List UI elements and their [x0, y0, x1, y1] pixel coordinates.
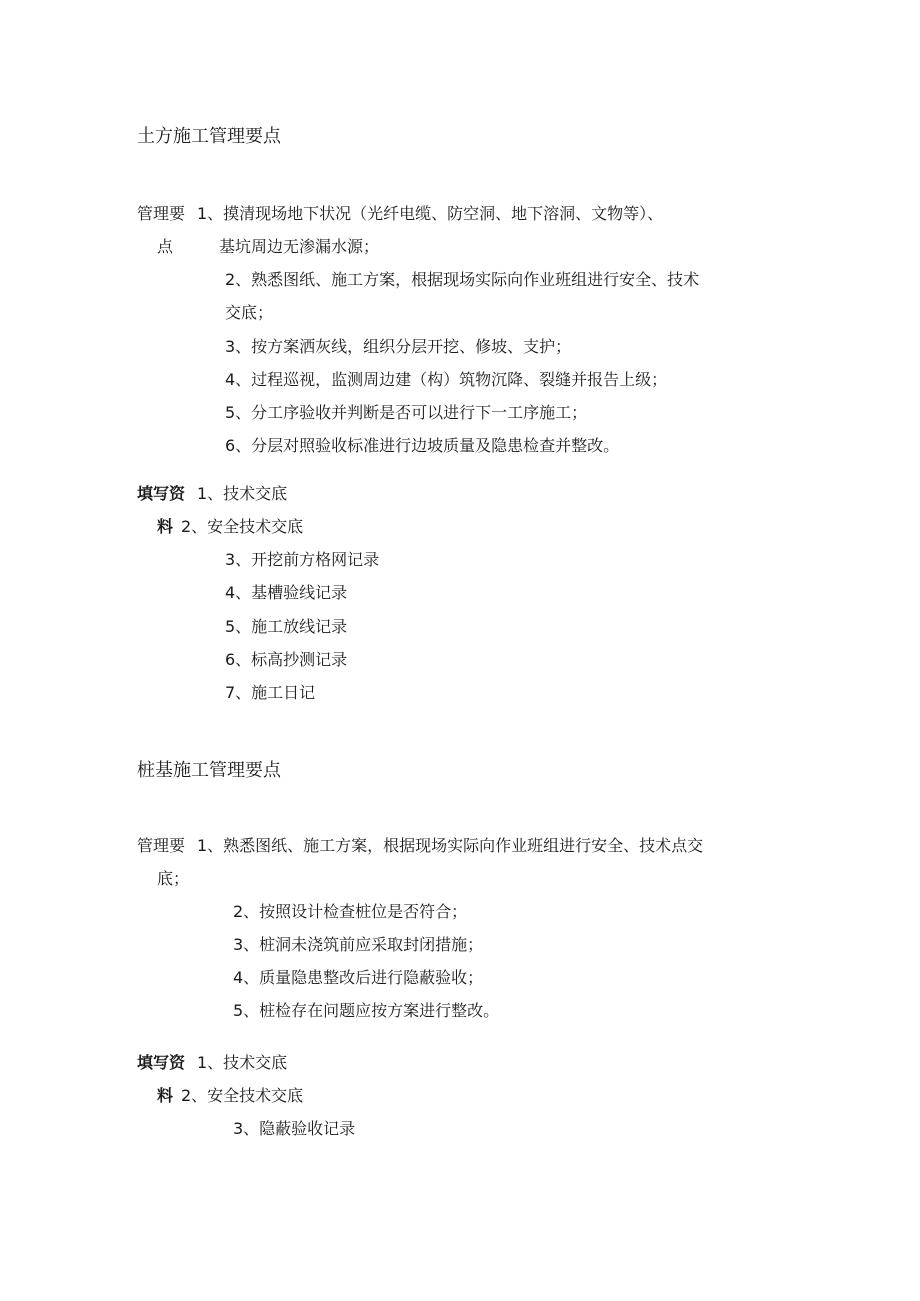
mgmt-item: 5、分工序验收并判断是否可以进行下一工序施工； [225, 403, 588, 422]
mgmt-item: 4、过程巡视，监测周边建（构）筑物沉降、裂缝并报告上级； [225, 370, 668, 389]
fill-item: 2、安全技术交底 [181, 517, 304, 536]
fill-label: 填写资 [137, 484, 186, 503]
fill-item: 6、标高抄测记录 [225, 650, 348, 669]
mgmt-item: 3、按方案洒灰线，组织分层开挖、修坡、支护； [225, 337, 572, 356]
mgmt-item: 5、桩检存在问题应按方案进行整改。 [233, 1001, 500, 1020]
fill-label-cont: 料 [157, 1086, 174, 1105]
mgmt-item: 6、分层对照验收标准进行边坡质量及隐患检查并整改。 [225, 436, 620, 455]
mgmt-item: 基坑周边无渗漏水源； [219, 237, 380, 256]
mgmt-item: 2、按照设计检查桩位是否符合； [233, 902, 468, 921]
fill-item: 3、开挖前方格网记录 [225, 550, 380, 569]
mgmt-item: 底； [157, 869, 190, 888]
mgmt-label: 管理要 [137, 204, 186, 223]
fill-item: 3、隐蔽验收记录 [233, 1119, 356, 1138]
fill-item: 2、安全技术交底 [181, 1086, 304, 1105]
fill-label: 填写资 [137, 1053, 186, 1072]
fill-label-cont: 料 [157, 517, 174, 536]
fill-item: 7、施工日记 [225, 683, 316, 702]
mgmt-label-cont: 点 [157, 237, 174, 256]
mgmt-item: 2、熟悉图纸、施工方案，根据现场实际向作业班组进行安全、技术 [225, 270, 700, 289]
fill-item: 5、施工放线记录 [225, 617, 348, 636]
mgmt-item: 1、摸清现场地下状况（光纤电缆、防空洞、地下溶洞、文物等）、 [197, 204, 664, 223]
fill-item: 4、基槽验线记录 [225, 583, 348, 602]
mgmt-item: 1、熟悉图纸、施工方案，根据现场实际向作业班组进行安全、技术点交 [197, 836, 704, 855]
mgmt-item: 4、质量隐患整改后进行隐蔽验收； [233, 968, 484, 987]
fill-item: 1、技术交底 [197, 1053, 288, 1072]
section-title-earthwork: 土方施工管理要点 [137, 126, 281, 147]
mgmt-item: 交底； [225, 303, 274, 322]
fill-item: 1、技术交底 [197, 484, 288, 503]
mgmt-item: 3、桩洞未浇筑前应采取封闭措施； [233, 935, 484, 954]
section-title-pile: 桩基施工管理要点 [137, 760, 281, 781]
mgmt-label: 管理要 [137, 836, 186, 855]
